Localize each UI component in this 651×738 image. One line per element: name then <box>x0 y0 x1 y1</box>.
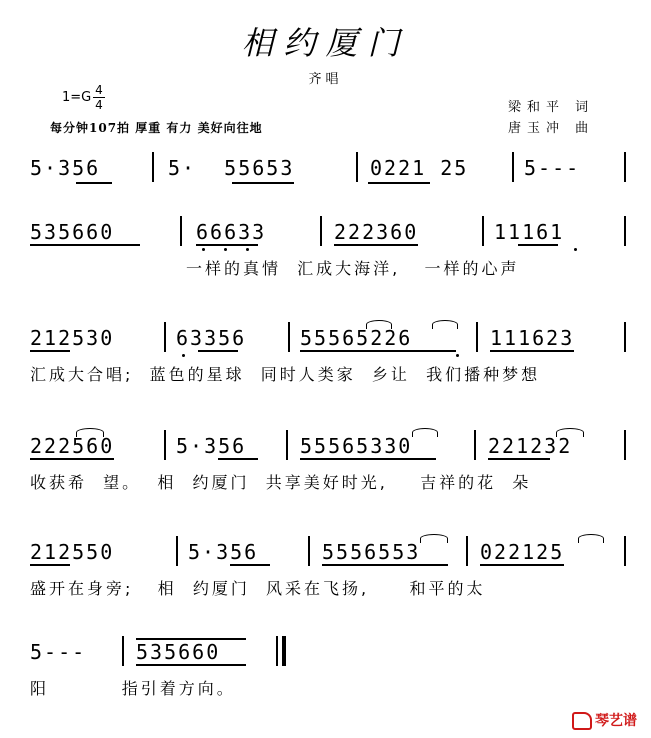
bar-line <box>624 536 626 566</box>
logo-icon <box>572 712 592 730</box>
underline <box>300 458 436 460</box>
measure: 535660 <box>136 640 221 664</box>
measure: 5·356 <box>188 540 259 564</box>
bar-line <box>276 636 278 666</box>
bar-line <box>180 216 182 246</box>
measure: 212530 <box>30 326 115 350</box>
bar-line <box>474 430 476 460</box>
underline <box>480 564 564 566</box>
tie-slur <box>366 320 392 329</box>
measure: 5· 55653 <box>168 156 295 180</box>
underline <box>488 458 550 460</box>
underline <box>518 244 558 246</box>
time-signature <box>93 83 105 112</box>
time-signature-top: 4 <box>95 83 103 97</box>
bar-line <box>624 322 626 352</box>
overline <box>136 638 246 640</box>
composer-credit: 唐玉冲 曲 <box>508 121 595 136</box>
measure: 5·356 <box>30 156 101 180</box>
underline <box>136 664 246 666</box>
underline <box>76 182 112 184</box>
time-signature-bottom: 4 <box>95 98 103 112</box>
lyricist-credit: 梁和平 词 <box>508 100 595 115</box>
bar-line <box>308 536 310 566</box>
tie-slur <box>76 428 104 437</box>
bar-line <box>176 536 178 566</box>
bar-line <box>164 322 166 352</box>
measure: 55565330 <box>300 434 413 458</box>
underline <box>30 458 114 460</box>
measure: 0221 25 <box>370 156 469 180</box>
tempo-marking: 每分钟107拍 厚重 有力 美好向往地 <box>50 121 263 135</box>
score-row-3 <box>0 320 651 390</box>
score-row-1 <box>0 150 651 190</box>
measure: 535660 <box>30 220 115 244</box>
underline <box>490 350 574 352</box>
low-octave-dot <box>224 248 227 251</box>
bar-line <box>288 322 290 352</box>
underline <box>30 244 140 246</box>
low-octave-dot <box>202 248 205 251</box>
measure: 212550 <box>30 540 115 564</box>
measure: 222560 <box>30 434 115 458</box>
underline <box>334 244 418 246</box>
measure: 11161 <box>494 220 565 244</box>
measure: 5--- <box>30 640 87 664</box>
song-title: 相约厦门 <box>241 24 410 62</box>
underline <box>230 564 270 566</box>
bar-line <box>122 636 124 666</box>
bar-line <box>624 152 626 182</box>
measure: 55565226 <box>300 326 413 350</box>
underline <box>300 350 456 352</box>
underline <box>322 564 448 566</box>
tie-slur <box>412 428 438 437</box>
lyric-line: 盛开在身旁; 相 约厦门 风采在飞扬, 和平的太 <box>30 579 486 598</box>
bar-line <box>624 216 626 246</box>
score-row-6 <box>0 634 651 704</box>
final-bar-line <box>282 636 286 666</box>
measure: 5·356 <box>176 434 247 458</box>
bar-line <box>512 152 514 182</box>
underline <box>368 182 430 184</box>
underline <box>198 350 238 352</box>
bar-line <box>466 536 468 566</box>
lyric-line: 阳 指引着方向。 <box>30 679 236 698</box>
lyric-line: 一样的真情 汇成大海洋, 一样的心声 <box>186 259 520 278</box>
low-octave-dot <box>182 354 185 357</box>
measure: 111623 <box>490 326 575 350</box>
tie-slur <box>420 534 448 543</box>
bar-line <box>482 216 484 246</box>
underline <box>30 564 70 566</box>
underline <box>232 182 294 184</box>
tie-slur <box>578 534 604 543</box>
measure: 222360 <box>334 220 419 244</box>
lyric-line: 收获希 望。 相 约厦门 共享美好时光, 吉祥的花 朵 <box>30 473 532 492</box>
tie-slur <box>432 320 458 329</box>
logo-text: 琴艺谱 <box>595 713 637 729</box>
underline <box>196 244 258 246</box>
measure: 5556553 <box>322 540 421 564</box>
bar-line <box>286 430 288 460</box>
bar-line <box>624 430 626 460</box>
score-row-4 <box>0 428 651 498</box>
key-signature: 1=G <box>62 90 92 105</box>
measure: 66633 <box>196 220 267 244</box>
measure: 221232 <box>488 434 573 458</box>
underline <box>218 458 258 460</box>
low-octave-dot <box>246 248 249 251</box>
low-octave-dot <box>456 354 459 357</box>
bar-line <box>320 216 322 246</box>
bar-line <box>152 152 154 182</box>
measure: 63356 <box>176 326 247 350</box>
bar-line <box>164 430 166 460</box>
low-octave-dot <box>574 248 577 251</box>
score-row-2 <box>0 214 651 284</box>
bar-line <box>356 152 358 182</box>
tie-slur <box>556 428 584 437</box>
measure: 5--- <box>524 156 581 180</box>
site-logo <box>572 710 637 730</box>
lyric-line: 汇成大合唱; 蓝色的星球 同时人类家 乡让 我们播种梦想 <box>30 365 541 384</box>
measure: 022125 <box>480 540 565 564</box>
score-row-5 <box>0 534 651 604</box>
underline <box>30 350 70 352</box>
bar-line <box>476 322 478 352</box>
song-subtitle: 齐唱 <box>308 72 343 87</box>
